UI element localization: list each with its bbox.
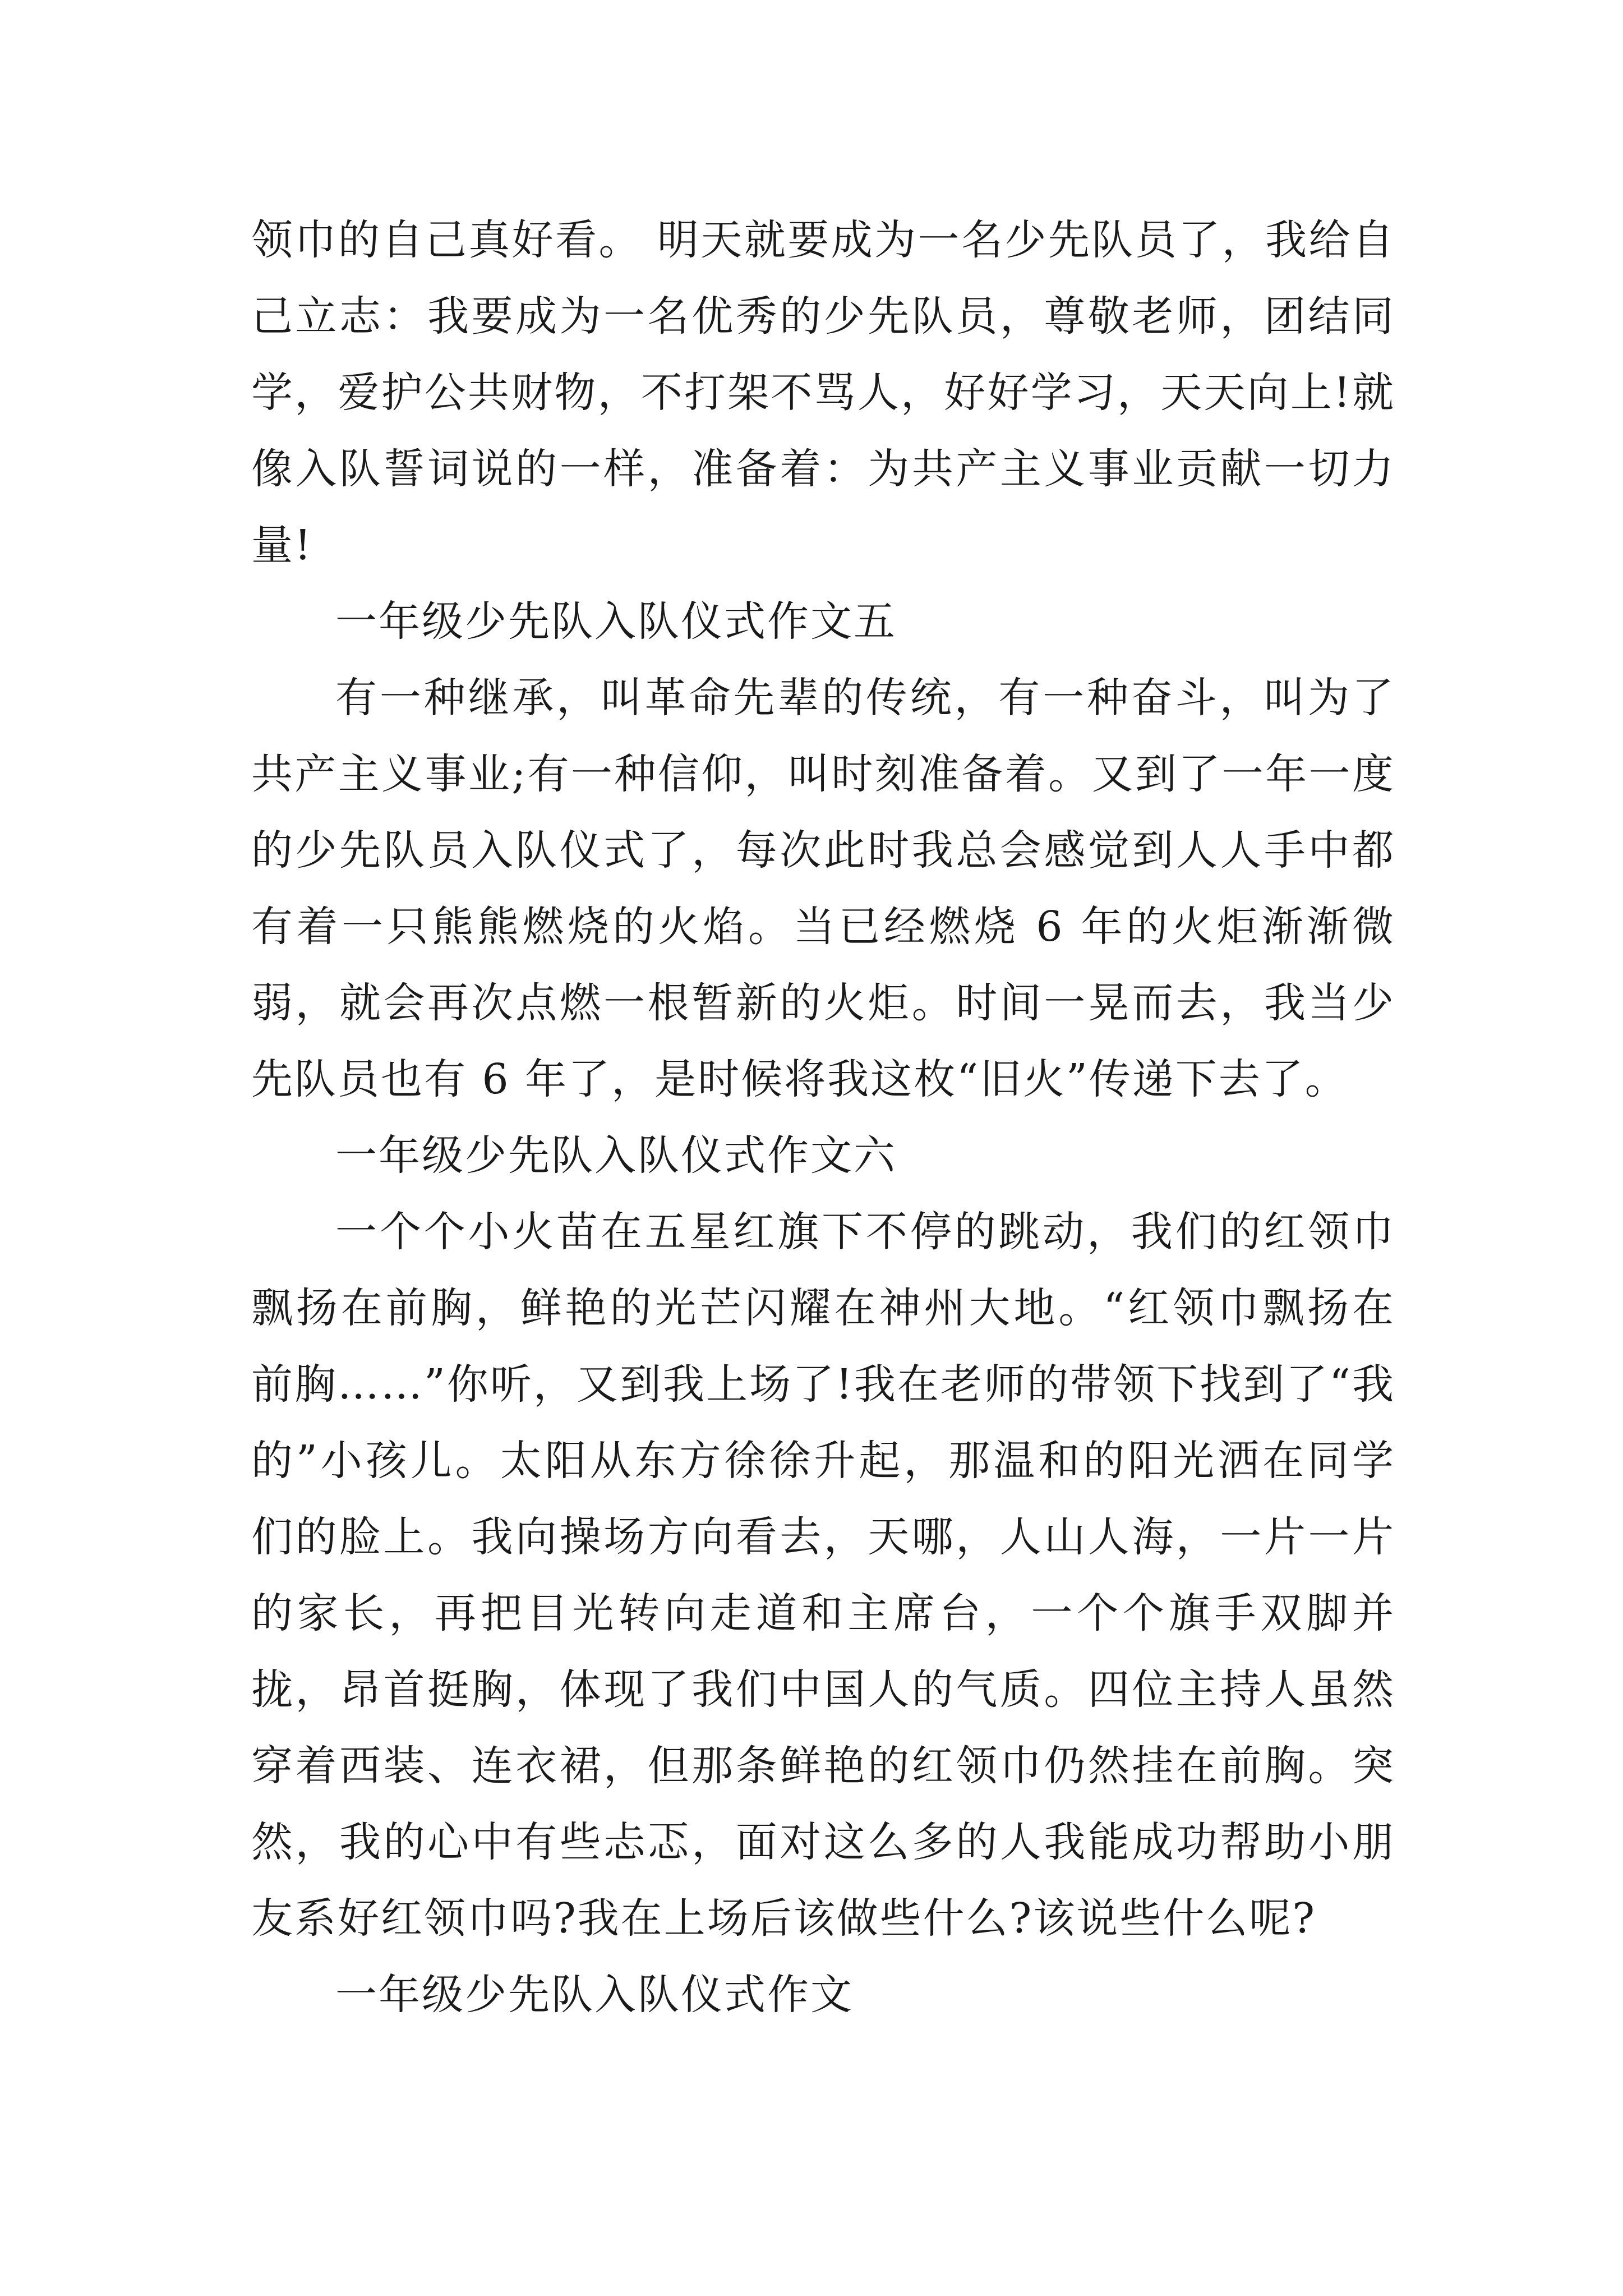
document-body	[251, 202, 1395, 2033]
paragraph-essay-six: 一个个小火苗在五星红旗下不停的跳动，我们的红领巾飘扬在前胸，鲜艳的光芒闪耀在神州大地。“红领巾飘扬在前胸……”你听，又到我上场了!我在老师的带领下找到了“我的”小孩儿。太阳从东方徐徐升起，那温和的阳光洒在同学们的脸上。我向操场方向看去，天哪，人山人海，一片一片的家长，再把目光转向走道和主席台，一个个旗手双脚并拢，昂首挺胸，体现了我们中国人的气质。四位主持人虽然穿着西装、连衣裙，但那条鲜艳的红领巾仍然挂在前胸。突然，我的心中有些忐忑，面对这么多的人我能成功帮助小朋友系好红领巾吗?我在上场后该做些什么?该说些什么呢?	[251, 1208, 1395, 1943]
section-heading-six: 一年级少先队入队仪式作文六	[335, 1131, 897, 1180]
paragraph-continued: 领巾的自己真好看。 明天就要成为一名少先队员了，我给自己立志：我要成为一名优秀的少先队员，尊敬老师，团结同学，爱护公共财物，不打架不骂人，好好学习，天天向上!就像入队誓词说的一样，准备着：为共产主义事业贡献一切力量!	[251, 216, 1395, 569]
section-heading-next: 一年级少先队入队仪式作文	[335, 1971, 854, 2019]
section-heading-five: 一年级少先队入队仪式作文五	[335, 597, 897, 646]
paragraph-essay-five: 有一种继承，叫革命先辈的传统，有一种奋斗，叫为了共产主义事业;有一种信仰，叫时刻准备着。又到了一年一度的少先队员入队仪式了，每次此时我总会感觉到人人手中都有着一只熊熊燃烧的火焰。当已经燃烧 6 年的火炬渐渐微弱，就会再次点燃一根暂新的火炬。时间一晃而去，我当少先队员也有 6 年了，是时候将我这枚“旧火”传递下去了。	[251, 674, 1395, 1103]
